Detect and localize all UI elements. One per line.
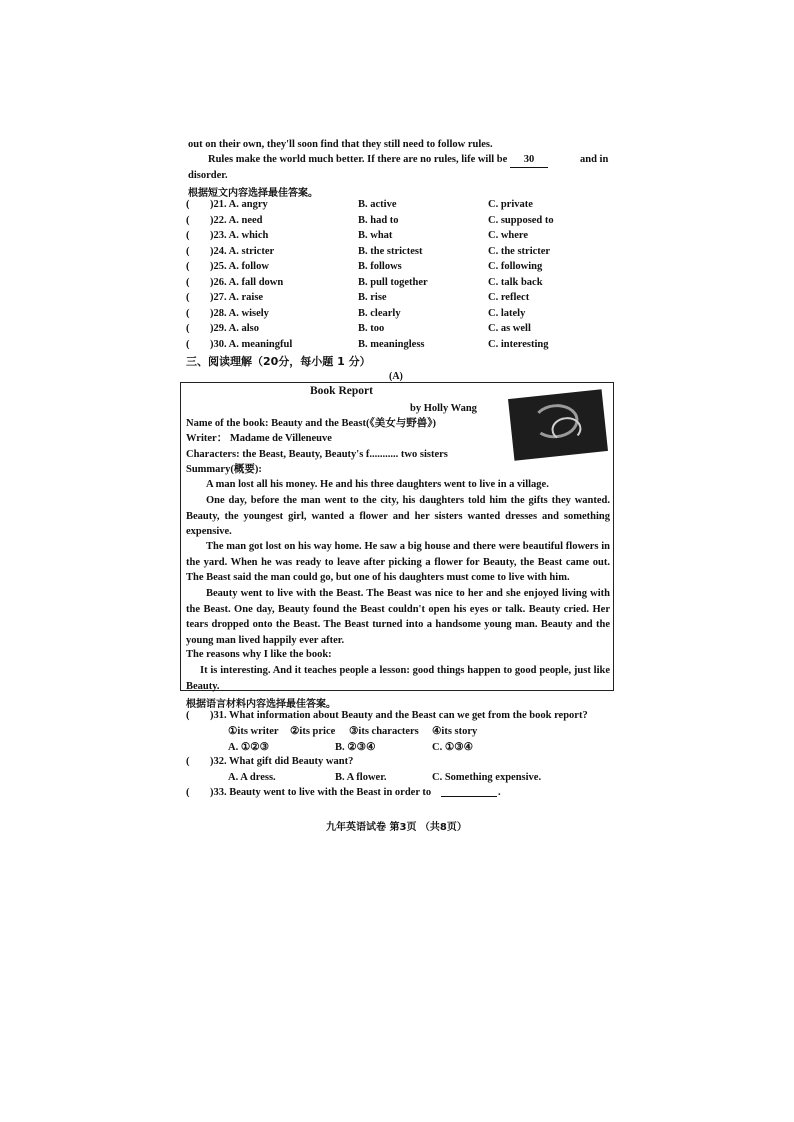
q33-answer-blank[interactable] xyxy=(441,787,497,800)
q33-end: . xyxy=(498,787,501,798)
q32-option-a[interactable]: A. A dress. xyxy=(228,772,276,783)
option-b: B. the strictest xyxy=(358,246,423,257)
option-b: B. follows xyxy=(358,261,402,272)
intro-line-2 xyxy=(208,152,548,168)
blank-30: 30 xyxy=(510,152,548,168)
q31-option-a[interactable]: A. ①②③ xyxy=(228,742,270,753)
option-a: )26. A. fall down xyxy=(210,277,284,288)
q32-bracket[interactable]: ( xyxy=(186,756,190,767)
summary-paragraph-4: Beauty went to live with the Beast. The Beast was nice to her and she enjoyed living with the Beast. One day, Beauty found the Beast couldn't open his eyes or talk. Beauty cried. Her tears dropped onto the Beast. The Beast turned into a handsome young man. Beauty and the young man lived happily ever after. xyxy=(186,588,610,646)
answer-bracket[interactable]: ( xyxy=(186,246,190,257)
option-a: )27. A. raise xyxy=(210,292,264,303)
q32-option-c[interactable]: C. Something expensive. xyxy=(432,772,542,783)
option-c: C. where xyxy=(488,230,529,241)
answer-bracket[interactable]: ( xyxy=(186,323,190,334)
option-a: )28. A. wisely xyxy=(210,308,269,319)
option-b: B. what xyxy=(358,230,393,241)
option-c: C. private xyxy=(488,199,533,210)
answer-bracket[interactable]: ( xyxy=(186,261,190,272)
option-a: )29. A. also xyxy=(210,323,260,334)
answer-bracket[interactable]: ( xyxy=(186,277,190,288)
answer-bracket[interactable]: ( xyxy=(186,292,190,303)
writer-line: Writer： Madame de Villeneuve xyxy=(186,433,332,444)
q33-bracket[interactable]: ( xyxy=(186,787,190,798)
q33-stem: )33. Beauty went to live with the Beast in order to xyxy=(210,787,432,798)
page-footer: 九年英语试卷 第3页 （共8页） xyxy=(326,822,467,833)
intro-line-3: disorder. xyxy=(188,170,228,181)
option-c: C. the stricter xyxy=(488,246,551,257)
option-b: B. clearly xyxy=(358,308,401,319)
option-a: )25. A. follow xyxy=(210,261,269,272)
summary-paragraph-3: The man got lost on his way home. He saw a big house and there were beautiful flowers in the yard. When he was ready to leave after picking a flower for Beauty, the Beast came out. The Beast said the man could go, but one of his daughters must come to live with him. xyxy=(186,541,610,583)
option-a: )30. A. meaningful xyxy=(210,339,293,350)
characters-line: Characters: the Beast, Beauty, Beauty's f........... two sisters xyxy=(186,449,448,460)
reasons-text: It is interesting. And it teaches people a lesson: good things happen to good people, just like Beauty. xyxy=(186,665,610,692)
q31-opt4: ④its story xyxy=(432,726,478,737)
option-b: B. rise xyxy=(358,292,387,303)
q31-bracket[interactable]: ( xyxy=(186,710,190,721)
book-name-line: Name of the book: Beauty and the Beast(《美女与野兽》) xyxy=(186,418,436,429)
option-a: )23. A. which xyxy=(210,230,269,241)
option-a: )22. A. need xyxy=(210,215,263,226)
option-a: )21. A. angry xyxy=(210,199,268,210)
answer-bracket[interactable]: ( xyxy=(186,339,190,350)
option-a: )24. A. stricter xyxy=(210,246,275,257)
q31-option-b[interactable]: B. ②③④ xyxy=(335,742,376,753)
section-heading: 三、阅读理解（20分，每小题 1 分） xyxy=(186,355,371,368)
answer-bracket[interactable]: ( xyxy=(186,308,190,319)
q31-stem: )31. What information about Beauty and the Beast can we get from the book report? xyxy=(210,710,588,721)
option-b: B. pull together xyxy=(358,277,428,288)
q32-option-b[interactable]: B. A flower. xyxy=(335,772,387,783)
option-c: C. supposed to xyxy=(488,215,554,226)
option-c: C. as well xyxy=(488,323,531,334)
q32-stem: )32. What gift did Beauty want? xyxy=(210,756,354,767)
report-title: Book Report xyxy=(310,385,373,397)
intro-line-2-end: and in xyxy=(580,154,609,165)
summary-paragraph-2: One day, before the man went to the city, his daughters told him the gifts they wanted. Beauty, the youngest girl, wanted a flower and her sisters wanted dresses and something expensive. xyxy=(186,495,610,537)
summary-label: Summary(概要): xyxy=(186,464,262,475)
q31-opt1: ①its writer xyxy=(228,726,279,737)
part-label: (A) xyxy=(389,371,403,382)
option-b: B. meaningless xyxy=(358,339,425,350)
report-author: by Holly Wang xyxy=(410,403,477,414)
option-c: C. talk back xyxy=(488,277,543,288)
book-cover-image xyxy=(508,389,608,460)
cloze-instruction: 根据短文内容选择最佳答案。 xyxy=(188,188,318,199)
option-c: C. following xyxy=(488,261,543,272)
option-b: B. active xyxy=(358,199,397,210)
intro-line-2-text: Rules make the world much better. If there are no rules, life will be xyxy=(208,154,508,165)
blank-line xyxy=(441,787,497,797)
summary-paragraph-1: A man lost all his money. He and his three daughters went to live in a village. xyxy=(206,479,549,490)
option-b: B. too xyxy=(358,323,385,334)
answer-bracket[interactable]: ( xyxy=(186,199,190,210)
option-b: B. had to xyxy=(358,215,399,226)
questions-instruction: 根据语言材料内容选择最佳答案。 xyxy=(186,699,336,710)
q31-opt3: ③its characters xyxy=(349,726,419,737)
answer-bracket[interactable]: ( xyxy=(186,215,190,226)
q31-opt2: ②its price xyxy=(290,726,336,737)
reasons-label: The reasons why I like the book: xyxy=(186,649,332,660)
option-c: C. interesting xyxy=(488,339,549,350)
option-c: C. lately xyxy=(488,308,526,319)
option-c: C. reflect xyxy=(488,292,530,303)
intro-line-1: out on their own, they'll soon find that they still need to follow rules. xyxy=(188,139,493,150)
q31-option-c[interactable]: C. ①③④ xyxy=(432,742,474,753)
answer-bracket[interactable]: ( xyxy=(186,230,190,241)
